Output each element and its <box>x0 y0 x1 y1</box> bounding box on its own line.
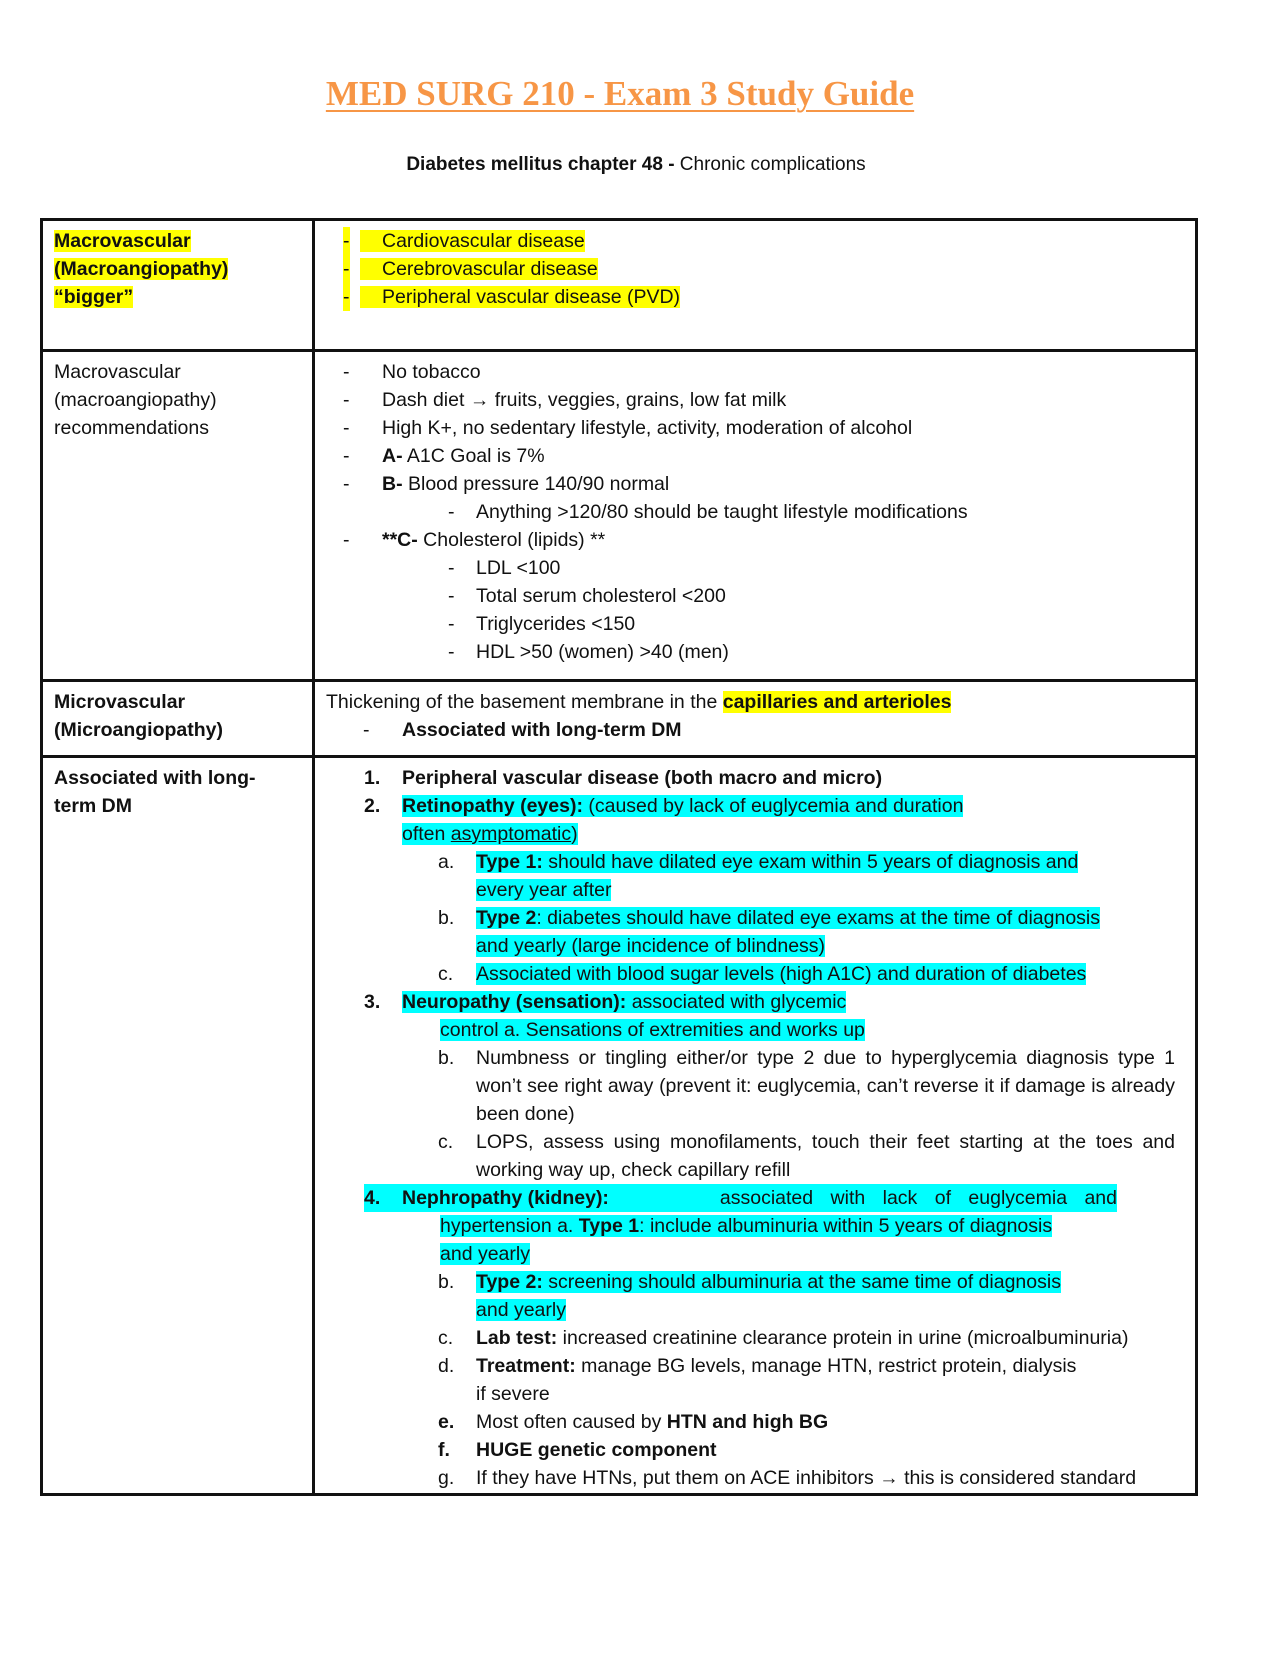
list-item-continued: hypertension a. Type 1: include albuminuria within 5 years of diagnosis and yearly <box>440 1215 1053 1265</box>
sub-list-item: - Triglycerides <150 <box>448 613 636 635</box>
arrow-icon: → <box>469 389 490 411</box>
sub-list-item: a. Type 1: should have dilated eye exam within 5 years of diagnosis and every year after <box>438 851 1079 901</box>
sub-list-item: f. HUGE genetic component <box>438 1439 717 1461</box>
subtitle-bold: Diabetes mellitus chapter 48 - <box>406 154 675 175</box>
list-item: 4. Nephropathy (kidney): associated with lack of euglycemia and <box>326 1184 1185 1212</box>
list-item: - Dash diet → fruits, veggies, grains, low fat milk <box>343 389 787 411</box>
list-item: - **C- Cholesterol (lipids) ** <box>343 529 606 551</box>
list-item: - A- A1C Goal is 7% <box>343 445 545 467</box>
list-item: - Cardiovascular disease <box>326 227 1185 255</box>
sub-list-item: - HDL >50 (women) >40 (men) <box>448 641 729 663</box>
row-label-microvascular: Microvascular (Microangiopathy) <box>42 681 314 757</box>
row-content-recommendations <box>314 351 1197 681</box>
list-item: - Cerebrovascular disease <box>326 255 1185 283</box>
sub-list-item: g. If they have HTNs, put them on ACE inhibitors → this is considered standard <box>438 1467 1137 1489</box>
list-item: 1. Peripheral vascular disease (both macro and micro) <box>364 767 883 789</box>
list-item: 3. Neuropathy (sensation): associated with glycemic <box>364 991 847 1013</box>
row-label-associated: Associated with long- term DM <box>42 757 314 1495</box>
row-content-microvascular <box>314 681 1197 757</box>
sub-list-item: - Total serum cholesterol <200 <box>448 585 726 607</box>
list-item: - No tobacco <box>343 361 481 383</box>
list-item: 2. Retinopathy (eyes): (caused by lack of euglycemia and duration often asymptomatic) <box>364 795 964 845</box>
row-label-macrovascular: Macrovascular (Macroangiopathy) “bigger” <box>42 220 314 351</box>
sub-list-item: b. Numbness or tingling either/or type 2 due to hyperglycemia diagnosis type 1 won’t see right away (prevent it: euglycemia, can’t reverse it if damage is already been done) <box>438 1047 1175 1125</box>
micro-text: Thickening of the basement membrane in the capillaries and arterioles <box>326 691 952 713</box>
table-row <box>42 757 1197 1495</box>
row-content-associated <box>314 757 1197 1495</box>
table-row <box>42 681 1197 757</box>
sub-list-item: c. Associated with blood sugar levels (high A1C) and duration of diabetes <box>438 963 1087 985</box>
sub-list-item: - Anything >120/80 should be taught lifestyle modifications <box>448 501 968 523</box>
row-content-macrovascular <box>314 220 1197 351</box>
sub-list-item: c. Lab test: increased creatinine clearance protein in urine (microalbuminuria) <box>438 1327 1129 1349</box>
table-row <box>42 220 1197 351</box>
sub-list-item: - LDL <100 <box>448 557 561 579</box>
arrow-icon: → <box>879 1467 899 1489</box>
sub-list-item: b. Type 2: diabetes should have dilated eye exams at the time of diagnosis and yearly (large incidence of blindness) <box>438 907 1101 957</box>
sub-list-item: d. Treatment: manage BG levels, manage HTN, restrict protein, dialysis if severe <box>438 1355 1077 1405</box>
row-label-recommendations: Macrovascular (macroangiopathy) recommendations <box>42 351 314 681</box>
list-item-continued: control a. Sensations of extremities and works up <box>440 1019 865 1041</box>
sub-list-item: c. LOPS, assess using monofilaments, touch their feet starting at the toes and working way up, check capillary refill <box>438 1131 1175 1181</box>
sub-list-item: e. Most often caused by HTN and high BG <box>438 1411 829 1433</box>
list-item: - Peripheral vascular disease (PVD) <box>326 283 1185 311</box>
table-row <box>42 351 1197 681</box>
subtitle-rest: Chronic complications <box>674 154 866 175</box>
study-guide-table <box>40 218 1198 1496</box>
list-item: - Associated with long-term DM <box>363 719 682 741</box>
page-subtitle <box>0 154 1272 176</box>
list-item: - High K+, no sedentary lifestyle, activity, moderation of alcohol <box>343 417 913 439</box>
sub-list-item: b. Type 2: screening should albuminuria at the same time of diagnosis and yearly <box>438 1271 1061 1321</box>
list-item: - B- Blood pressure 140/90 normal <box>343 473 670 495</box>
page-title: MED SURG 210 - Exam 3 Study Guide <box>325 74 915 113</box>
